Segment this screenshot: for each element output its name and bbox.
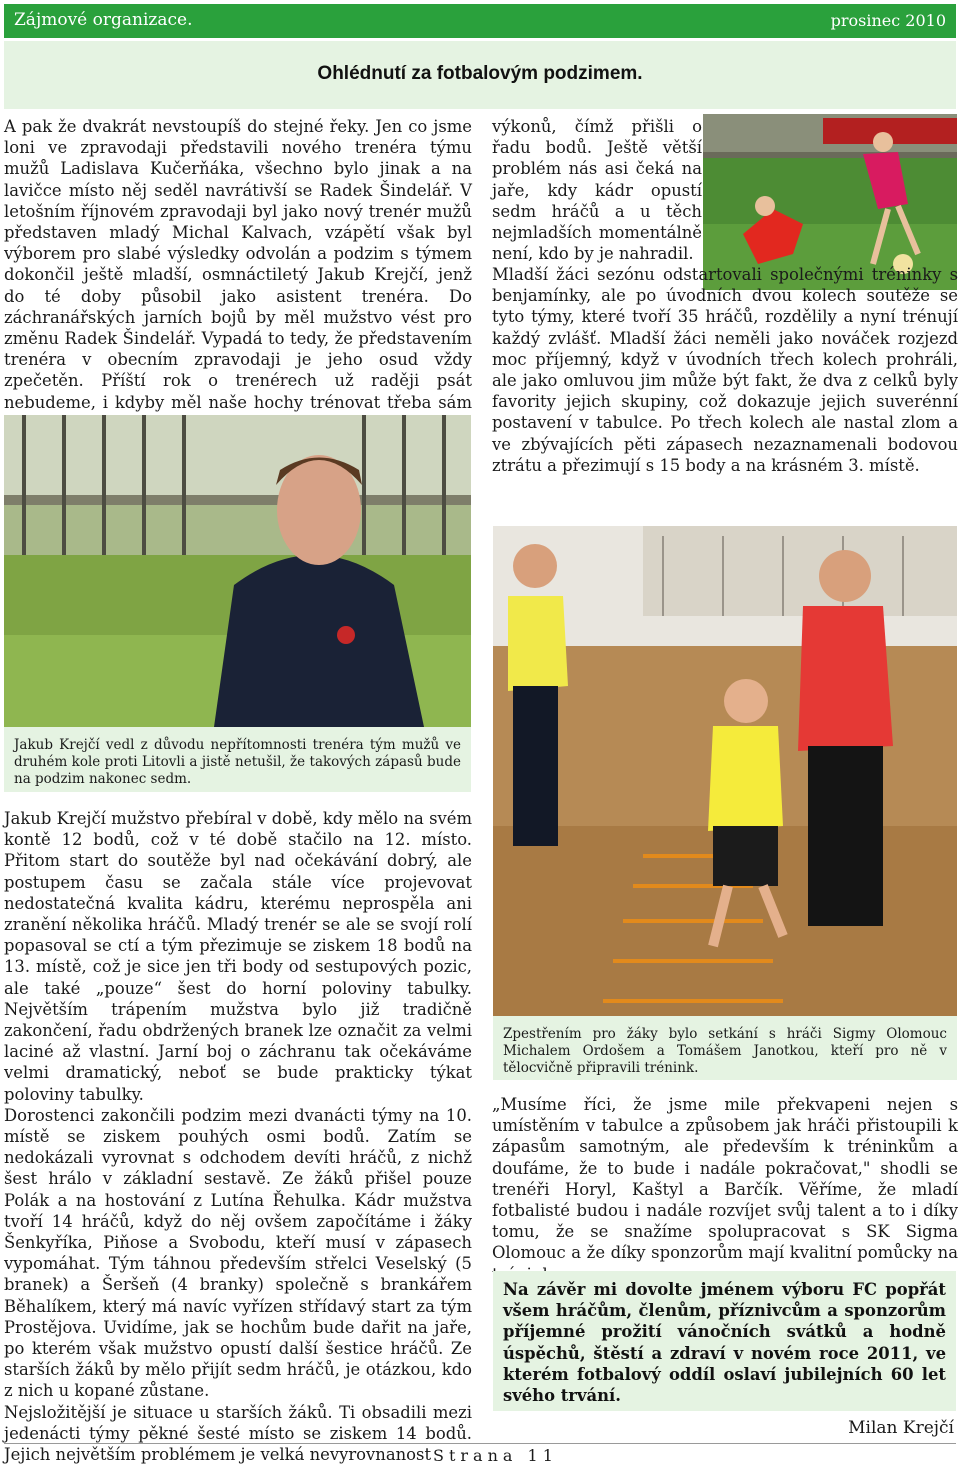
photo-gym-training — [493, 526, 957, 1016]
paragraph: Jakub Krejčí mužstvo přebíral v době, kdy mělo na svém kontě 12 bodů, což v té době stačilo na 12. místo. Přitom start do soutěže byl nad očekávání dobrý, ale postupem času se začala stále více projevovat nedostatečná kvalita kádru, kterému neprospěla ani zranění několika hráčů. Mladý trenér se ale se svojí rolí popasoval se ctí a tým přezimuje se ziskem 18 bodů na 13. místě, což je sice jen tři body od sestupových pozic, ale také „pouze“ šest do horní poloviny tabulky. Největším trápením mužstva bylo již tradičně zakončení, řadu obdržených branek lze označit za velmi laciné až vlastní. Jarní boj o záchranu tak očekáváme velmi dramatický, neboť se bude prakticky týkat poloviny tabulky. — [4, 809, 472, 1104]
page-number: Strana 11 — [433, 1446, 558, 1465]
closing-greeting: Na závěr mi dovolte jménem výboru FC popřát všem hráčům, členům, příznivcům a sponzorům příjemné prožití vánočních svátků a hodně úspěchů, štěstí a zdraví v novém roce 2011, ve kterém fotbalový oddíl oslaví jubilejních 60 let svého trvání. — [493, 1271, 956, 1411]
right-main-text — [492, 264, 958, 476]
issue-date: prosinec 2010 — [830, 11, 946, 30]
photo-coach-image — [4, 415, 471, 727]
author-signature: Milan Krejčí — [848, 1418, 954, 1438]
left-intro-text — [4, 116, 472, 434]
paragraph: „Musíme říci, že jsme mile překvapeni nejen s umístěním v tabulce a způsobem jak hráči přistoupili k zápasům samotným, ale především k tréninkům a doufáme, že to bude i nadále pokračovat," shodli se trenéři Horyl, Kaštyl a Barčík. Věříme, že mladí fotbalisté budou i nadále rozvíjet svůj talent a to i díky tomu, že se snažíme spolupracovat s SK Sigma Olomouc a že díky sponzorům mají kvalitní pomůcky na — [492, 1095, 958, 1263]
paragraph: A pak že dvakrát nevstoupíš do stejné řeky. Jen co jsme loni ve zpravodaji představili nového trenéra týmu mužů Ladislava Kučerňáka, všechno bylo jinak a na lavičce místo něj seděl navrátivší se Radek Šindelář. V letošním říjnovém zpravodaji byl jako nový trenér mužů představen mladý Michal Kalvach, vzápětí však byl výborem pro slabé výsledky odvolán a podzim s týmem dokončil ještě mladší, osmnáctiletý Jakub Krejčí, jenž do té doby působil jako asistent trenéra. Do záchranářských jarních bojů by měl mužstvo vést pro změnu Radek Šindelář. Vypadá to tedy, že představením trenéra v obecním zpravodaji je jeho osud vždy zpečetěn. Příští rok o trenérech už raději psát nebudeme, i kdyby měl naše hochy trénovat třeba sám — [4, 117, 472, 412]
header-bar — [4, 4, 956, 38]
paragraph: Nejsložitější je situace u starších žáků. Ti obsadili mezi jedenácti týmy pěkné šesté místo se ziskem 14 bodů. Jejich největším problémem je velká nevyrovnanost — [4, 1402, 472, 1465]
right-top-text — [492, 116, 702, 264]
article-title: Ohlédnutí za fotbalovým podzimem. — [317, 63, 643, 84]
photo-gym-training-image — [493, 526, 957, 1016]
left-main-text — [4, 808, 472, 1465]
photo-coach — [4, 415, 471, 727]
title-band — [4, 41, 956, 109]
paragraph: Dorostenci zakončili podzim mezi dvanácti týmy na 10. místě se ziskem pouhých osmi bodů. Zatím se nedokázali vyrovnat s odchodem devíti hráčů, z nichž šest hrálo v základní sestavě. Ze žáků přišel pouze Polák a na hostování z Lutína Řehulka. Kádr mužstva tvoří 14 hráčů, když do něj ovšem započítáme i žáky Šenkyříka, Piňose a Svobodu, kteří musí v zápasech vypomáhat. Tým táhnou především střelci Veselský (5 branek) a Šeršeň (4 branky) společně s brankářem Běhalíkem, který má navíc vyřízen střídavý start za tým Prostějova. Uvidíme, jak se hochům bude dařit na jaře, po kterém však mužstvo opustí další šestice hráčů. Ze starších žáků by mělo přijít sedm hráčů, je otázkou, kdo z nich u kopané zůstane. — [4, 1105, 472, 1401]
photo-gym-caption: Zpestřením pro žáky bylo setkání s hráči Sigmy Olomouc Michalem Ordošem a Tomášem Janotkou, kteří pro ně v tělocvičně připravili trénink. — [493, 1016, 957, 1080]
section-name: Zájmové organizace. — [14, 10, 193, 30]
paragraph: výkonů, čímž přišli o řadu bodů. Ještě větší problém nás asi čeká na jaře, kdy kádr opustí sedm hráčů a u těch nejmladších momentálně není, kdo by je nahradil. — [492, 117, 702, 264]
right-quote-text — [492, 1094, 958, 1285]
photo-coach-caption: Jakub Krejčí vedl z důvodu nepřítomnosti trenéra tým mužů ve druhém kole proti Litovli a jistě netušil, že takových zápasů bude na podzim nakonec sedm. — [4, 727, 471, 792]
paragraph: Mladší žáci sezónu odstartovali společnými tréninky s benjamínky, ale po úvodních dvou kolech soutěže se tyto týmy, které tvoří 35 hráčů, rozdělily a nyní trénují každý zvlášť. Mladší žáci neměli jako nováček rozjezd moc příjemný, když v úvodních třech kolech prohráli, ale jako omluvou jim může být fakt, že dva z celků byly favority jejich skupiny, což dokazuje jejich suverénní postavení v tabulce. Po třech kolech ale nastal zlom a ve zbývajících pěti zápasech nezaznamenali bodovou ztrátu a přezimují s 15 body a na krásném 3. místě. — [492, 265, 958, 475]
footer-divider — [4, 1443, 956, 1444]
